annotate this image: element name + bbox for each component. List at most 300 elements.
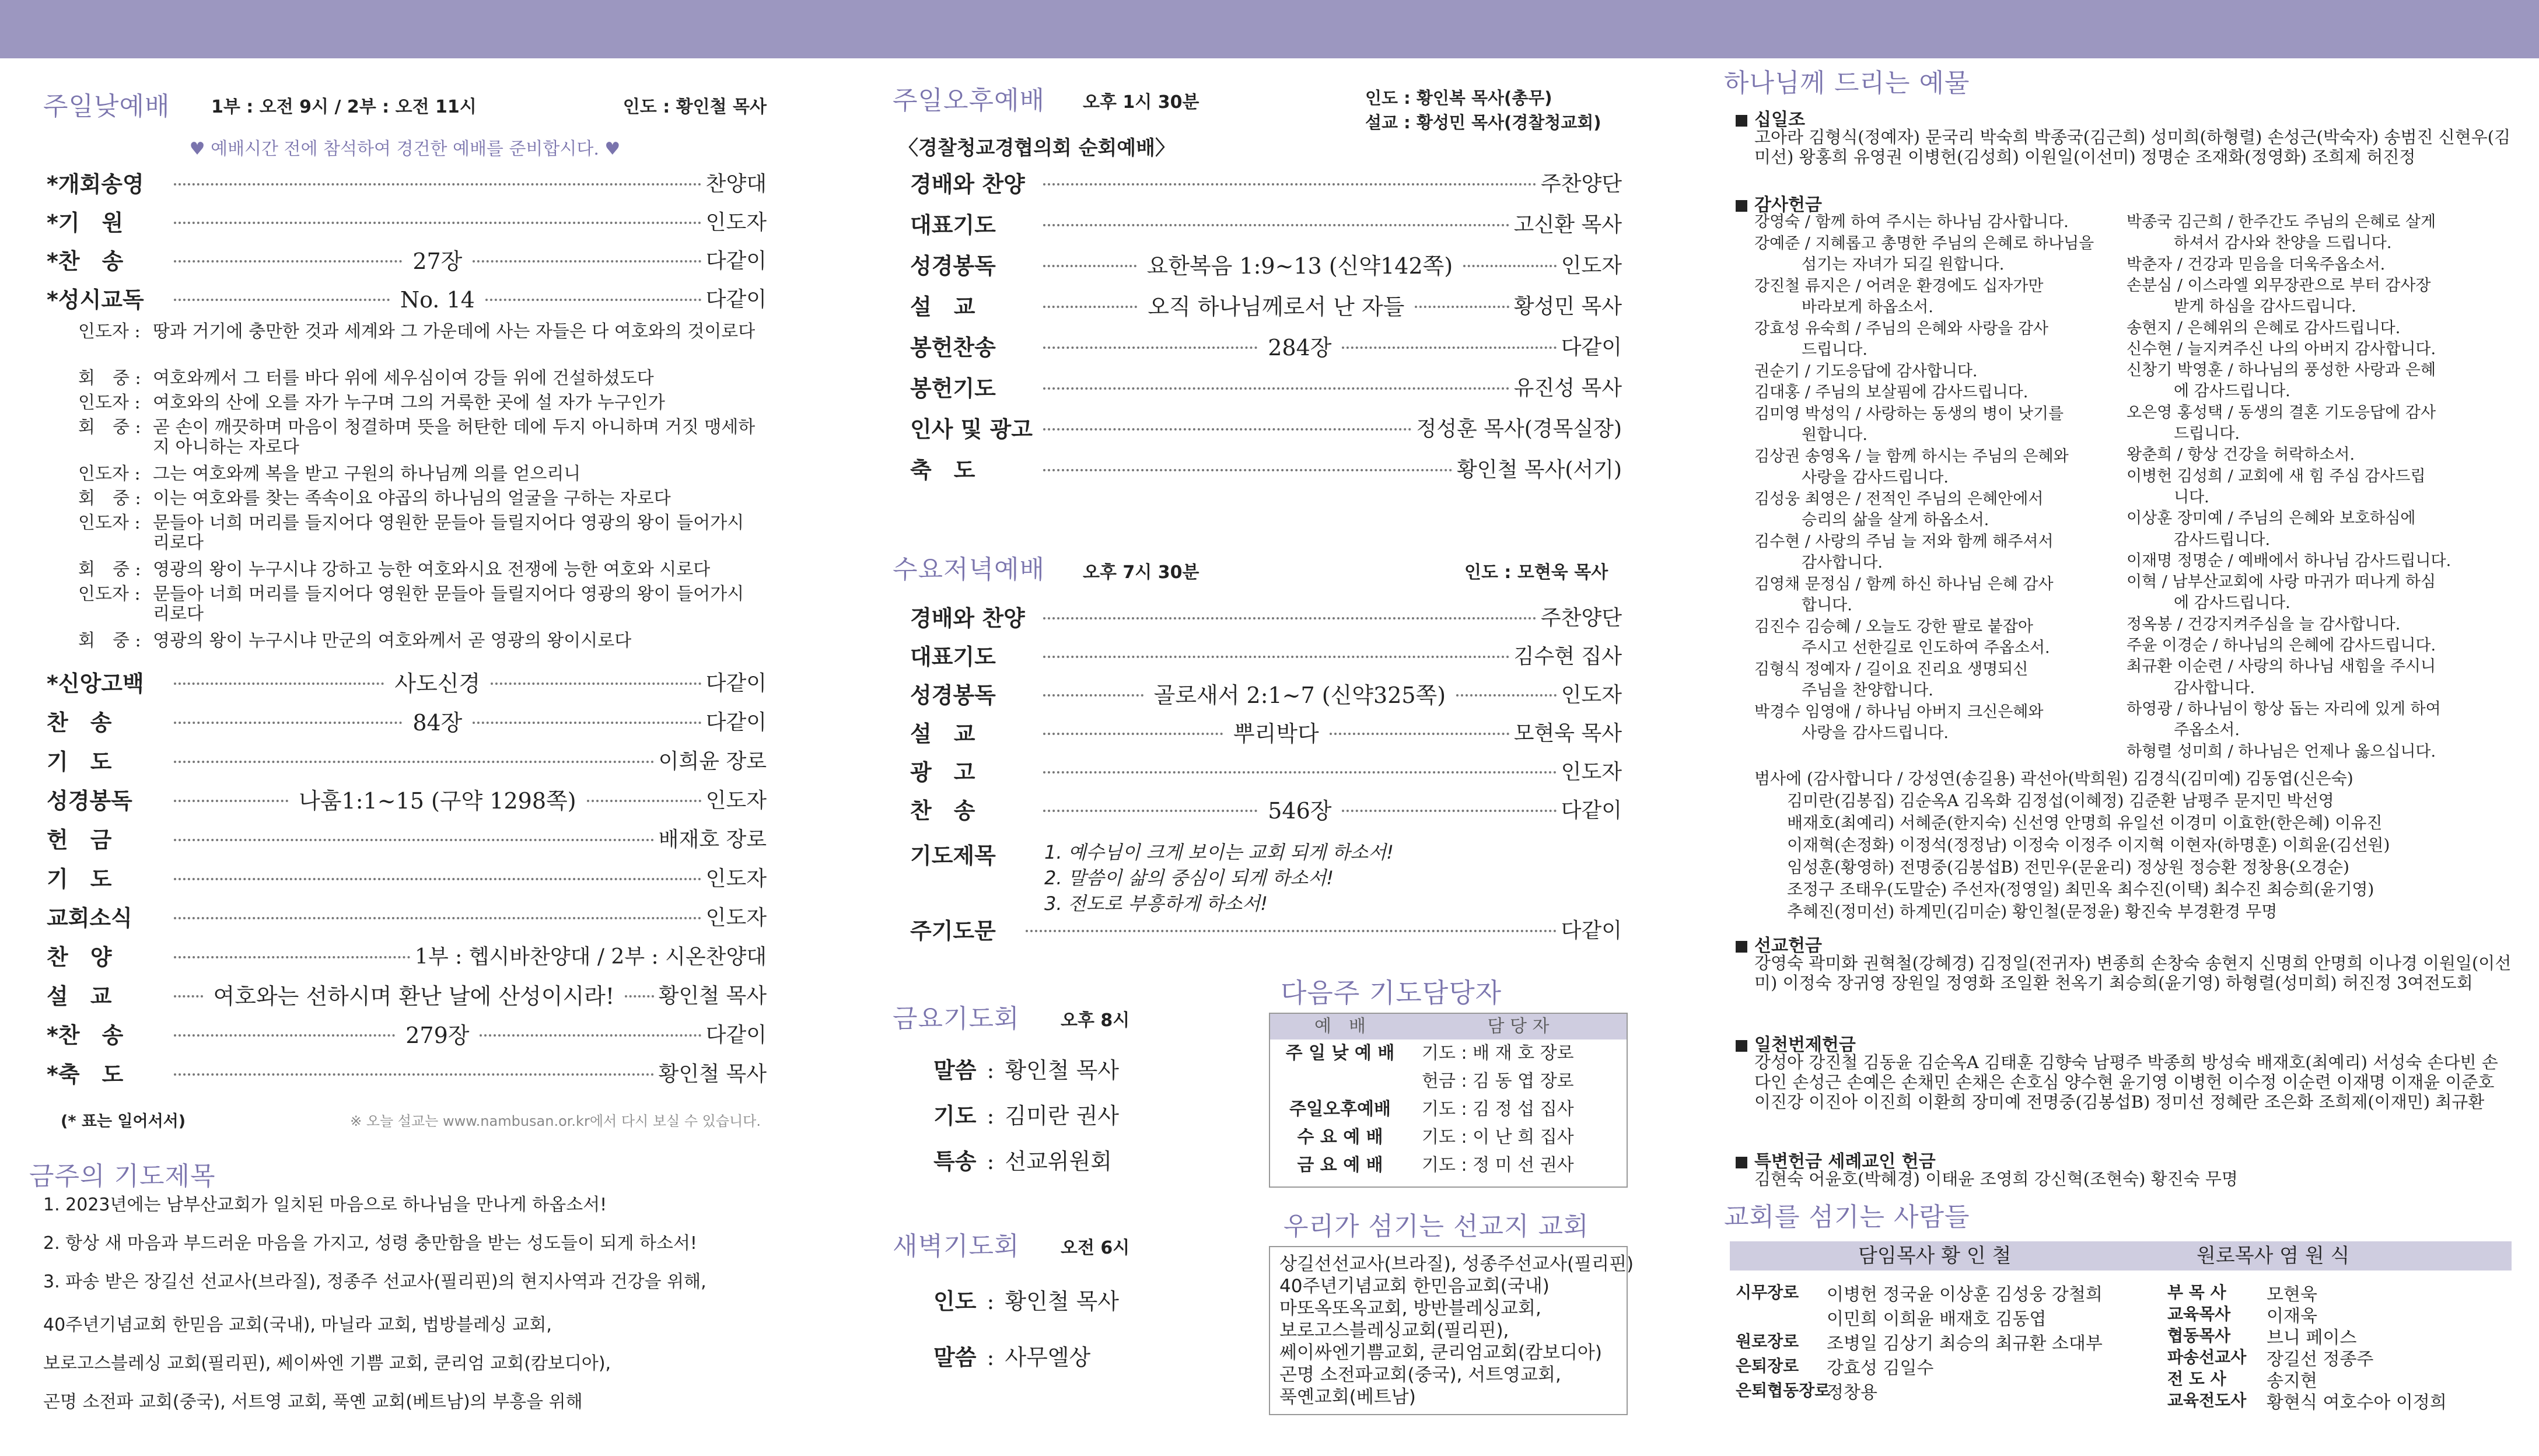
senior-pastor: 담임목사 황 인 철	[1858, 1244, 2012, 1268]
people-role: 전 도 사	[2167, 1369, 2226, 1388]
people-role: 파송선교사	[2167, 1348, 2247, 1367]
square-bullet-icon	[1736, 115, 1747, 127]
kv-line	[933, 1283, 1119, 1315]
next-week-title: 다음주 기도담당자	[1281, 977, 1502, 1009]
thanks-entry: 강진철 류지은 / 어려운 환경에도 십자가만	[1754, 276, 2044, 295]
thanks-entry: 주님을 찬양합니다.	[1754, 681, 1933, 699]
tithe-title: 십일조	[1754, 110, 1805, 130]
people-names: 강효성 김일수	[1827, 1358, 1934, 1378]
thanks-entry: 왕춘희 / 항상 건강을 허락하소서.	[2127, 446, 2355, 464]
order-row	[910, 761, 1622, 784]
order-person: 배재호 장로	[658, 828, 767, 852]
order-person: 황인철 목사	[658, 1062, 767, 1086]
next-week-person: 헌금 : 김 동 엽 장로	[1422, 1071, 1574, 1091]
thanks-entry: 박경수 임영애 / 하나님 아버지 크신은혜와	[1754, 702, 2044, 721]
wednesday-prayer-item: 1. 예수님이 크게 보이는 교회 되게 하소서!	[1044, 841, 1394, 863]
dot-leader	[174, 956, 410, 958]
thanks-general-line: 임성훈(황영하) 전명중(김봉섭B) 전민우(문윤리) 정상원 정승환 정창용(오경순)	[1787, 858, 2349, 877]
thanks-general-line: 추혜진(정미선) 하계민(김미순) 황인철(문정윤) 황진숙 부경환경 무명	[1787, 902, 2278, 921]
people-names: 송지현	[2267, 1371, 2317, 1391]
thanks-entry: 강영숙 / 함께 하여 주시는 하나님 감사합니다.	[1754, 213, 2069, 231]
thanks-entry: 신수현 / 늘지켜주신 나의 아버지 감사합니다.	[2127, 340, 2436, 358]
mission-lines	[1279, 1253, 1634, 1408]
order-detail: 84장	[412, 710, 463, 736]
order-person: 인도자	[705, 211, 767, 235]
thanks-entry: 김영채 문정심 / 함께 하신 하나님 은혜 감사	[1754, 575, 2054, 593]
order-person: 김수현 집사	[1513, 645, 1622, 668]
thanks-entry: 니다.	[2127, 488, 2209, 506]
order-row	[47, 211, 767, 235]
order-row	[47, 750, 767, 774]
next-week-col2: 담 당 자	[1487, 1016, 1550, 1037]
dot-leader	[1415, 306, 1509, 308]
responsive-text: 영광의 왕이 누구시냐 강하고 능한 여호와시요 전쟁에 능한 여호와 시로다	[153, 559, 711, 580]
thanks-entry: 감사합니다.	[1754, 554, 1883, 572]
mission-line: 보로고스블레싱교회(필리핀),	[1279, 1320, 1509, 1341]
order-row	[910, 722, 1622, 746]
thanks-entry: 오은영 홍성택 / 동생의 결혼 기도응답에 감사	[2127, 403, 2436, 422]
order-label: 경배와 찬양	[910, 606, 1025, 631]
order-label: *성시교독	[47, 287, 144, 313]
order-row	[47, 173, 767, 196]
wednesday-prayer-label: 기도제목	[910, 843, 996, 869]
order-label: 봉헌찬송	[910, 335, 996, 360]
people-role: 교육전도사	[2167, 1391, 2247, 1410]
sunday-pm-leader: 인도 : 황인복 목사(총무)	[1365, 88, 1552, 108]
prayer-item: 2. 항상 새 마음과 부드러운 마음을 가지고, 성령 충만함을 받는 성도들이 되게 하소서!	[43, 1233, 697, 1254]
lords-prayer-label: 주기도문	[910, 918, 996, 944]
wednesday-leader: 인도 : 모현욱 목사	[1464, 562, 1608, 583]
mission-line: 쎄이싸엔기쁨교회, 쿤리엄교회(캄보디아)	[1279, 1342, 1602, 1363]
next-week-service: 수 요 예 배	[1297, 1127, 1383, 1147]
order-person: 고신환 목사	[1513, 213, 1622, 237]
kv-sep: :	[980, 1103, 1002, 1129]
next-week-person: 기도 : 정 미 선 권사	[1422, 1155, 1574, 1175]
dot-leader	[174, 995, 203, 998]
next-week-col1: 예 배	[1314, 1016, 1366, 1037]
kv-line	[933, 1098, 1119, 1130]
header-band	[0, 0, 2539, 58]
order-person: 인도자	[1561, 683, 1622, 707]
order-row	[47, 711, 767, 734]
order-person: 유진성 목사	[1513, 376, 1622, 400]
order-row	[910, 459, 1622, 482]
thanks-entry: 섬기는 자녀가 되길 원합니다.	[1754, 256, 2005, 274]
kv-key: 인도	[933, 1289, 977, 1314]
order-row	[910, 607, 1622, 630]
thanks-general-line: 범사에 (감사합니다 / 강성연(송길용) 곽선아(박희원) 김경식(김미예) 김동엽(신은숙)	[1754, 769, 2353, 788]
thanks-entry: 합니다.	[1754, 596, 1852, 614]
people-role: 원로장로	[1736, 1332, 1799, 1351]
responsive-speaker: 인도자 :	[78, 464, 141, 484]
people-names: 이병헌 정국윤 이상훈 김성웅 강철희	[1827, 1284, 2103, 1305]
dot-leader	[1043, 428, 1411, 430]
thanks-entry: 에 감사드립니다.	[2127, 594, 2290, 612]
dot-leader	[174, 183, 701, 186]
order-row	[47, 867, 767, 891]
thanks-entry: 승리의 삶을 살게 하옵소서.	[1754, 511, 1989, 529]
order-row	[910, 645, 1622, 668]
sunday-am-title: 주일낮예배	[43, 92, 170, 121]
mission-line: 푹옌교회(베트남)	[1279, 1387, 1416, 1408]
order-label: *찬 송	[47, 249, 124, 274]
people-title: 교회를 섬기는 사람들	[1724, 1202, 1970, 1232]
order-person: 다같이	[705, 1023, 767, 1047]
dot-leader	[174, 299, 390, 301]
thanks-entry: 주윤 이경순 / 하나님의 은혜에 감사드립니다.	[2127, 636, 2436, 654]
thanks-entry: 사랑을 감사드립니다.	[1754, 468, 1949, 487]
thanks-entry: 주옵소서.	[2127, 721, 2240, 740]
thanks-entry: 김상권 송영옥 / 늘 함께 하시는 주님의 은혜와	[1754, 447, 2069, 466]
dot-leader	[1043, 387, 1509, 390]
responsive-text: 영광의 왕이 누구시냐 만군의 여호와께서 곧 영광의 왕이시로다	[153, 631, 632, 651]
order-label: 성경봉독	[910, 682, 996, 708]
thanks-entry: 김진수 김승혜 / 오늘도 강한 팔로 붙잡아	[1754, 617, 2033, 636]
prayer-item: 보로고스블레싱 교회(필리핀), 쎄이싸엔 기쁨 교회, 쿤리엄 교회(캄보디아),	[43, 1353, 611, 1374]
sunday-am-leader: 인도 : 황인철 목사	[622, 97, 767, 117]
order-row	[47, 907, 767, 930]
order-person: 인도자	[1561, 760, 1622, 784]
prayer-item: 1. 2023년에는 남부산교회가 일치된 마음으로 하나님을 만나게 하옵소서!	[43, 1195, 607, 1215]
friday-title: 금요기도회	[893, 1004, 1020, 1034]
order-label: 경배와 찬양	[910, 172, 1025, 197]
lords-prayer-row	[910, 919, 1622, 943]
dot-leader	[174, 878, 701, 880]
responsive-line	[78, 489, 761, 509]
people-names: 조병일 김상기 최승의 최규환 소대부	[1827, 1334, 2103, 1354]
people-names: 이민희 이희윤 배재호 김동엽	[1827, 1309, 2047, 1329]
afternoon-column	[887, 58, 1634, 1456]
responsive-line	[78, 560, 761, 580]
thanks-entry: 김성웅 최영은 / 전적인 주님의 은혜안에서	[1754, 489, 2044, 508]
order-label: 교회소식	[47, 905, 132, 931]
order-person: 황성민 목사	[1513, 295, 1622, 318]
next-week-person: 기도 : 김 정 섭 집사	[1422, 1099, 1574, 1119]
order-detail: 사도신경	[394, 671, 481, 696]
prayer-item: 곤명 소전파 교회(중국), 서트영 교회, 푹옌 교회(베트남)의 부흥을 위해	[43, 1392, 583, 1412]
responsive-line	[78, 584, 761, 624]
dot-leader	[1043, 694, 1143, 696]
order-person: 다같이	[1561, 799, 1622, 822]
responsive-speaker: 회 중 :	[78, 368, 141, 388]
order-detail: 뿌리박다	[1233, 721, 1319, 747]
emeritus-pastor: 원로목사 염 원 식	[2197, 1244, 2350, 1268]
order-row	[47, 946, 767, 969]
dot-leader	[1456, 694, 1557, 696]
square-bullet-icon	[1736, 941, 1747, 953]
square-bullet-icon	[1736, 200, 1747, 212]
order-person: 다같이	[705, 710, 767, 734]
thanks-entry: 드립니다.	[1754, 341, 1867, 359]
order-detail: 오직 하나님께로서 난 자들	[1148, 294, 1405, 320]
kv-value: 황인철 목사	[1005, 1058, 1120, 1083]
order-row	[910, 799, 1622, 822]
kv-key: 기도	[933, 1103, 977, 1129]
order-label: 대표기도	[910, 212, 996, 238]
sunday-pm-title: 주일오후예배	[893, 86, 1045, 116]
dot-leader	[174, 222, 701, 224]
order-detail: 나훔1:1~15 (구약 1298쪽)	[299, 788, 576, 814]
order-row	[47, 250, 767, 273]
order-detail: 27장	[412, 249, 463, 274]
next-week-row	[1270, 1152, 1627, 1180]
people-row	[1736, 1329, 2103, 1354]
tithe-names: 고아라 김형식(정예자) 문국리 박숙희 박종국(김근희) 성미희(하형렬) 손성근(박숙자) 송범진 신현우(김미선) 왕홍희 유영권 이병헌(김성희) 이원일(이선미) 정명순 조재화(정영화) 조희제 허진정	[1754, 127, 2511, 167]
missions-box	[1269, 1246, 1634, 1415]
next-week-service: 주 일 낮 예 배	[1285, 1043, 1395, 1063]
dot-leader	[174, 800, 288, 802]
order-detail: 여호와는 선하시며 환난 날에 산성이시라!	[213, 984, 615, 1009]
thanks-entry: 하영광 / 하나님이 항상 돕는 자리에 있게 하여	[2127, 699, 2441, 718]
people-header	[1730, 1241, 2512, 1270]
dot-leader	[1043, 810, 1257, 812]
thanks-entry: 하형렬 성미희 / 하나님은 언제나 옳으십니다.	[2127, 742, 2436, 761]
order-person: 다같이	[1561, 335, 1622, 359]
order-label: 기 도	[47, 866, 112, 892]
responsive-speaker: 회 중 :	[78, 631, 141, 651]
order-person: 인도자	[1561, 254, 1622, 278]
dot-leader	[1043, 771, 1557, 774]
kv-key: 말씀	[933, 1058, 977, 1083]
dot-leader	[480, 1034, 701, 1037]
mission-line: 40주년기념교회 한민음교회(국내)	[1279, 1276, 1550, 1297]
special-offering-names: 김현숙 어윤호(박혜경) 이태윤 조영희 강신혁(조현숙) 황진숙 무명	[1754, 1169, 2238, 1189]
order-label: 대표기도	[910, 644, 996, 670]
dot-leader	[1043, 346, 1257, 349]
order-person: 1부 : 헵시바찬양대 / 2부 : 시온찬양대	[415, 945, 767, 969]
mission-line: 상길선선교사(브라질), 성종주선교사(필리핀)	[1279, 1254, 1634, 1275]
people-row	[1736, 1378, 1877, 1404]
order-person: 모현욱 목사	[1513, 722, 1622, 746]
dot-leader	[1043, 224, 1509, 226]
thanks-entry: 김대홍 / 주님의 보살핌에 감사드립니다.	[1754, 383, 2029, 401]
kv-sep: :	[980, 1149, 1002, 1174]
dot-leader	[174, 761, 654, 763]
responsive-speaker: 인도자 :	[78, 584, 141, 604]
people-role	[1736, 1304, 1827, 1330]
thanks-general-line: 김미란(김봉집) 김순옥A 김옥화 김정섭(이혜정) 김준환 남평주 문지민 박선영	[1787, 791, 2334, 810]
responsive-text: 곧 손이 깨끗하며 마음이 청결하며 뜻을 허탄한 데에 두지 아니하며 거짓 맹세하지 아니하는 자로다	[153, 417, 756, 457]
order-label: 성경봉독	[910, 253, 996, 279]
dot-leader	[1043, 617, 1536, 620]
order-detail: 284장	[1268, 335, 1332, 360]
people-row	[1736, 1304, 2046, 1330]
people-names: 이재욱	[2267, 1306, 2317, 1326]
dot-leader	[1026, 930, 1557, 932]
responsive-line	[78, 513, 761, 553]
order-person: 다같이	[705, 288, 767, 312]
prayer-item: 3. 파송 받은 장길선 선교사(브라질), 정종주 선교사(필리핀)의 현지사역과 건강을 위해,	[43, 1272, 707, 1292]
responsive-text: 땅과 거기에 충만한 것과 세계와 그 가운데에 사는 자들은 다 여호와의 것이로다	[153, 321, 756, 342]
thanks-entry: 손분심 / 이스라엘 외무장관으로 부터 감사장	[2127, 276, 2431, 295]
order-row	[910, 336, 1622, 359]
order-row	[910, 173, 1622, 196]
kv-key: 말씀	[933, 1345, 977, 1370]
dot-leader	[174, 839, 654, 841]
next-week-table	[1269, 1013, 1628, 1188]
dot-leader	[1043, 469, 1452, 471]
dot-leader	[174, 722, 402, 724]
dot-leader	[1463, 265, 1557, 267]
people-names: 모현욱	[2267, 1284, 2317, 1305]
order-label: 설 교	[47, 984, 112, 1009]
responsive-text: 그는 여호와께 복을 받고 구원의 하나님께 의를 얻으리니	[153, 464, 581, 484]
order-person: 인도자	[705, 789, 767, 813]
order-label: *찬 송	[47, 1023, 124, 1048]
thanks-general-line: 이재혁(손정화) 이정석(정정남) 이정숙 이정주 이지혁 이현자(하명훈) 이희윤(김선원)	[1787, 835, 2390, 855]
order-label: 성경봉독	[47, 788, 132, 814]
worship-notice: ♥ 예배시간 전에 참석하여 경건한 예배를 준비합시다. ♥	[189, 139, 621, 159]
people-role: 시무장로	[1736, 1283, 1799, 1302]
people-names: 정창용	[1827, 1382, 1877, 1403]
responsive-speaker: 회 중 :	[78, 559, 141, 580]
sunday-pm-time: 오후 1시 30분	[1083, 92, 1199, 113]
thanks-entry: 이혁 / 남부산교회에 사랑 마귀가 떠나게 하심	[2127, 573, 2436, 592]
next-week-service	[1270, 1068, 1410, 1096]
thanks-entry: 박종국 김근희 / 한주간도 주님의 은혜로 살게	[2127, 213, 2436, 231]
sunday-am-time: 1부 : 오전 9시 / 2부 : 오전 11시	[211, 97, 477, 117]
people-row	[2167, 1388, 2447, 1413]
wednesday-time: 오후 7시 30분	[1083, 562, 1199, 583]
dot-leader	[1043, 183, 1536, 186]
sermon-web-note: ※ 오늘 설교는 www.nambusan.or.kr에서 다시 보실 수 있습니다.	[350, 1113, 761, 1129]
order-row	[47, 1063, 767, 1086]
order-label: 축 도	[910, 457, 975, 483]
order-label: 설 교	[910, 721, 975, 747]
thanks-entry: 드립니다.	[2127, 425, 2240, 443]
order-person: 이희윤 장로	[658, 750, 767, 774]
sunday-morning-column	[26, 58, 784, 1456]
order-row	[910, 254, 1622, 278]
order-row	[47, 789, 767, 813]
order-label: *개회송영	[47, 172, 144, 197]
responsive-speaker: 회 중 :	[78, 488, 141, 509]
people-row	[1736, 1280, 2103, 1306]
dot-leader	[625, 995, 654, 998]
order-label: 찬 양	[47, 944, 112, 970]
next-week-service: 주일오후예배	[1289, 1099, 1391, 1119]
next-week-person: 기도 : 배 재 호 장로	[1422, 1043, 1574, 1063]
thanks-general-line: 배재호(최예리) 서혜준(한지숙) 신선영 안명희 유일선 이경미 이효한(한은혜) 이유진	[1787, 813, 2383, 832]
order-label: 찬 송	[910, 798, 975, 824]
next-week-row	[1270, 1096, 1627, 1124]
order-row	[910, 684, 1622, 707]
order-row	[47, 672, 767, 695]
next-week-row	[1270, 1124, 1627, 1152]
square-bullet-icon	[1736, 1157, 1747, 1168]
kv-line	[933, 1339, 1090, 1371]
thanks-entry: 권순기 / 기도응답에 감사합니다.	[1754, 362, 1978, 380]
thanks-entry: 박춘자 / 건강과 믿음을 더욱주옵소서.	[2127, 255, 2386, 274]
kv-key: 특송	[933, 1149, 977, 1174]
order-detail: 279장	[405, 1023, 470, 1048]
responsive-line	[78, 369, 761, 388]
responsive-line	[78, 418, 761, 457]
order-person: 다같이	[705, 671, 767, 695]
next-week-service: 금 요 예 배	[1297, 1155, 1383, 1175]
order-row	[910, 214, 1622, 237]
prayer-item: 40주년기념교회 한믿음 교회(국내), 마닐라 교회, 법방블레싱 교회,	[43, 1315, 552, 1335]
standing-footnote: (* 표는 일어서서)	[61, 1112, 186, 1130]
sunday-pm-subtitle: 〈경찰청교경협의회 순회예배〉	[898, 136, 1175, 160]
sunday-pm-preacher: 설교 : 황성민 목사(경찰청교회)	[1365, 113, 1601, 132]
thousand-offering-title: 일천번제헌금	[1754, 1035, 1856, 1055]
order-person: 황인철 목사	[658, 984, 767, 1008]
dot-leader	[174, 1034, 395, 1037]
special-offering-title: 특변헌금 세례교인 헌금	[1754, 1152, 1936, 1172]
thanks-entry: 사랑을 감사드립니다.	[1754, 724, 1949, 742]
wednesday-prayer-item: 2. 말씀이 삶의 중심이 되게 하소서!	[1044, 867, 1334, 889]
order-person: 다같이	[705, 249, 767, 273]
dot-leader	[174, 917, 701, 919]
lords-prayer-right: 다같이	[1561, 919, 1622, 943]
thanks-entry: 에 감사드립니다.	[2127, 382, 2290, 401]
mission-line: 곤명 소전파교회(중국), 서트영교회,	[1279, 1364, 1561, 1385]
dot-leader	[1043, 306, 1137, 308]
kv-value: 김미란 권사	[1005, 1103, 1120, 1129]
next-week-header	[1270, 1014, 1627, 1040]
thanks-entry: 감사드립니다.	[2127, 530, 2271, 549]
thanks-entry: 신창기 박영훈 / 하나님의 풍성한 사랑과 은혜	[2127, 361, 2436, 380]
mission-line: 마또옥또옥교회, 방반블레싱교회,	[1279, 1298, 1541, 1319]
people-row	[1736, 1353, 1933, 1379]
order-row	[910, 418, 1622, 441]
order-label: 봉헌기도	[910, 376, 996, 401]
responsive-text: 문들아 너희 머리를 들지어다 영원한 문들아 들릴지어다 영광의 왕이 들어가시리로다	[153, 584, 744, 624]
thanks-entry: 하셔서 감사와 찬양을 드립니다.	[2127, 234, 2392, 253]
thanks-entry: 바라보게 하옵소서.	[1754, 298, 1933, 316]
responsive-text: 이는 여호와를 찾는 족속이요 야곱의 하나님의 얼굴을 구하는 자로다	[153, 488, 671, 509]
offerings-column	[1718, 58, 2523, 1456]
order-label: *기 원	[47, 210, 124, 236]
thanks-entry: 강효성 유숙희 / 주님의 은혜와 사랑을 감사	[1754, 319, 2048, 338]
friday-time: 오후 8시	[1061, 1010, 1130, 1031]
thanks-entry: 최규환 이순련 / 사랑의 하나님 새힘을 주시니	[2127, 657, 2436, 676]
order-row	[47, 828, 767, 852]
order-row	[910, 377, 1622, 400]
order-label: 헌 금	[47, 827, 112, 853]
thanks-entry: 감사합니다.	[2127, 678, 2255, 697]
dot-leader	[1043, 265, 1136, 267]
next-week-rows	[1270, 1040, 1627, 1180]
order-row	[47, 985, 767, 1008]
responsive-text: 문들아 너희 머리를 들지어다 영원한 문들아 들릴지어다 영광의 왕이 들어가시리로다	[153, 513, 744, 553]
dot-leader	[1342, 810, 1556, 812]
responsive-speaker: 인도자 :	[78, 393, 141, 413]
dot-leader	[473, 260, 701, 262]
kv-value: 선교위원회	[1005, 1149, 1112, 1174]
next-week-row	[1270, 1040, 1627, 1068]
dot-leader	[174, 260, 402, 262]
dot-leader	[491, 682, 701, 685]
order-label: 기 도	[47, 749, 112, 775]
kv-value: 사무엘상	[1005, 1345, 1091, 1370]
people-role: 교육목사	[2167, 1304, 2231, 1324]
order-row	[47, 1024, 767, 1047]
mission-offering-title: 선교헌금	[1754, 936, 1822, 956]
people-names: 장길선 정종주	[2267, 1349, 2374, 1370]
next-week-row	[1270, 1068, 1627, 1096]
order-detail: No. 14	[400, 287, 475, 313]
order-person: 인도자	[705, 906, 767, 930]
responsive-line	[78, 322, 761, 342]
responsive-line	[78, 393, 761, 413]
responsive-text: 여호와의 산에 오를 자가 누구며 그의 거룩한 곳에 설 자가 누구인가	[153, 393, 665, 413]
thanks-general-line: 조정구 조태우(도말순) 주선자(정영일) 최민옥 최수진(이택) 최수진 최승희(윤기영)	[1787, 880, 2374, 899]
weekly-prayer-title: 금주의 기도제목	[29, 1161, 216, 1191]
thanks-entry: 김형식 정예자 / 길이요 진리요 생명되신	[1754, 660, 2029, 678]
people-role: 은퇴장로	[1736, 1356, 1799, 1376]
